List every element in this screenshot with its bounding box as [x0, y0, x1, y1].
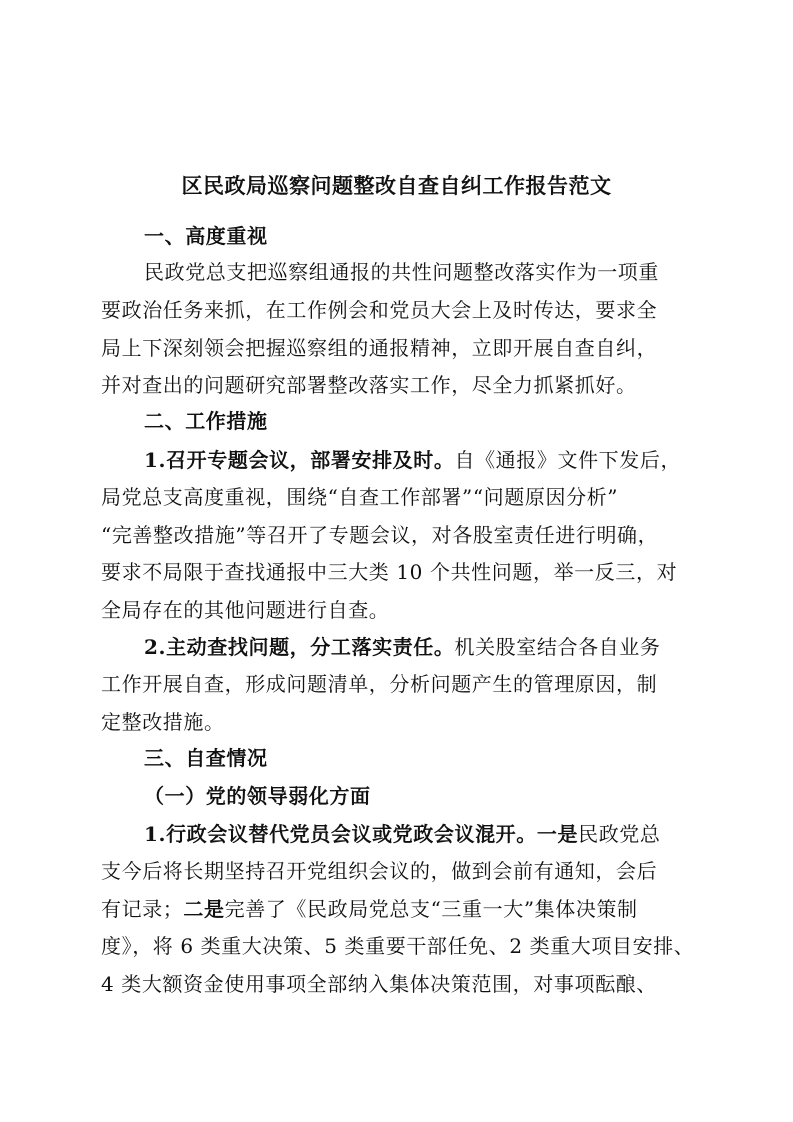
document-title: 区民政局巡察问题整改自查自纠工作报告范文	[181, 173, 612, 198]
line-prefix: 有记录；	[101, 897, 184, 921]
bold-marker: 二是	[183, 897, 225, 921]
paragraph-line: 度》，将 6 类重大决策、5 类重要干部任免、2 类重大项目安排、	[101, 934, 695, 958]
paragraph-line: 工作开展自查，形成问题清单，分析问题产生的管理原因，制	[101, 672, 658, 696]
paragraph-line: 支今后将长期坚持召开党组织会议的，做到会前有通知，会后	[101, 859, 658, 883]
paragraph-line: 4 类大额资金使用事项全部纳入集体决策范围，对事项酝酿、	[101, 972, 657, 996]
paragraph-line: 要求不局限于查找通报中三大类 10 个共性问题，举一反三，对	[101, 560, 678, 584]
bold-lead: 2.主动查找问题，分工落实责任。	[144, 635, 455, 659]
section-heading-2: 二、工作措施	[144, 409, 268, 433]
bold-marker: 一是	[536, 822, 579, 846]
paragraph-line: 并对查出的问题研究部署整改落实工作，尽全力抓紧抓好。	[101, 373, 637, 397]
paragraph-first-line	[144, 820, 661, 848]
subsection-heading: （一）党的领导弱化方面	[144, 784, 371, 808]
paragraph-line: 全局存在的其他问题进行自查。	[101, 598, 390, 622]
paragraph-line: 局党总支高度重视，围绕“自查工作部署”“问题原因分析”	[101, 485, 619, 509]
section-heading-3: 三、自查情况	[144, 746, 268, 770]
paragraph-line: 要政治任务来抓，在工作例会和党员大会上及时传达，要求全	[101, 298, 658, 322]
paragraph-line: 定整改措施。	[101, 710, 225, 734]
lead-rest: 自《通报》文件下发后，	[454, 448, 682, 472]
paragraph-line	[101, 895, 638, 923]
line-rest: 完善了《民政局党总支“三重一大”集体决策制	[224, 897, 638, 921]
paragraph-first-line	[144, 446, 681, 474]
paragraph-first-line	[144, 633, 660, 661]
paragraph-line: 局上下深刻领会把握巡察组的通报精神，立即开展自查自纠，	[101, 336, 658, 360]
paragraph-line: “完善整改措施”等召开了专题会议，对各股室责任进行明确，	[101, 523, 659, 547]
lead-rest: 机关股室结合各自业务	[454, 635, 661, 659]
bold-lead: 1.召开专题会议，部署安排及时。	[144, 448, 455, 472]
paragraph-line: 民政党总支把巡察组通报的共性问题整改落实作为一项重	[144, 260, 659, 284]
section-heading-1: 一、高度重视	[144, 224, 268, 248]
lead-rest: 民政党总	[578, 822, 661, 846]
bold-lead: 1.行政会议替代党员会议或党政会议混开。	[144, 822, 537, 846]
